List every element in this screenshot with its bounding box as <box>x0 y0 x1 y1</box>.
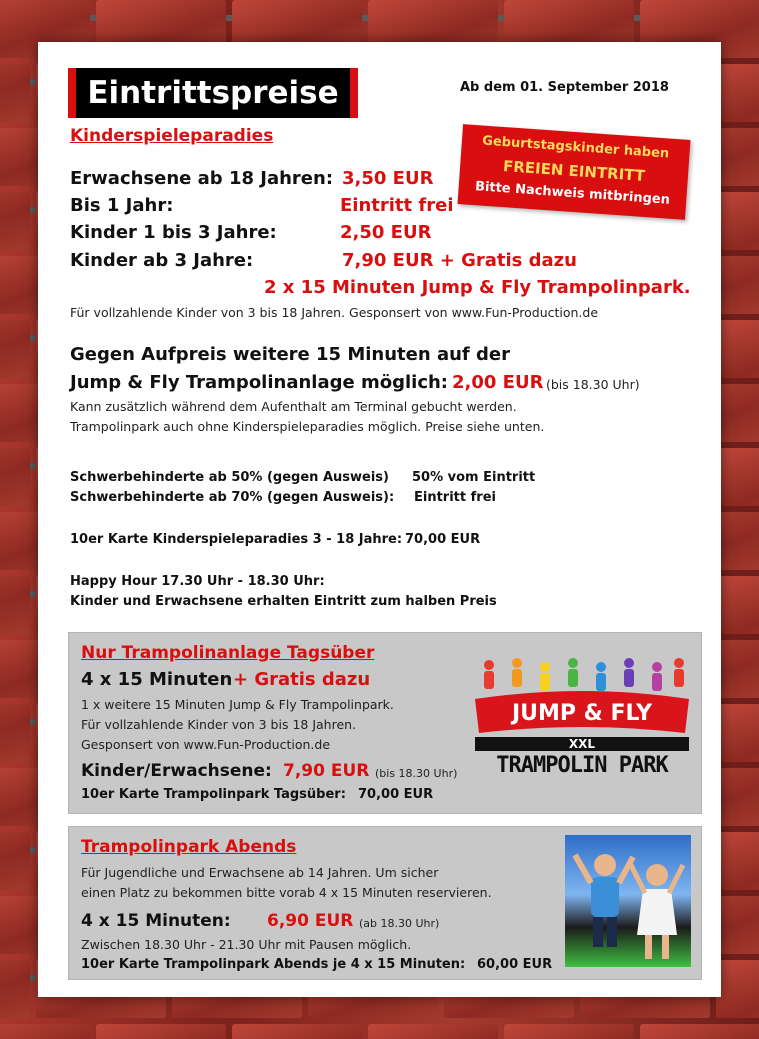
happy-hour-label: Happy Hour 17.30 Uhr - 18.30 Uhr: <box>70 574 325 589</box>
panel1-card-value: 70,00 EUR <box>358 787 434 802</box>
panel1-title: Nur Trampolinanlage Tagsüber <box>81 643 375 663</box>
happy-hour-text: Kinder und Erwachsene erhalten Eintritt zum halben Preis <box>70 594 497 609</box>
price-sheet <box>38 42 721 997</box>
panel1-price-label: Kinder/Erwachsene: <box>81 761 272 781</box>
panel-trampolin-tagsueber <box>68 632 702 814</box>
birthday-badge <box>457 124 690 220</box>
panel2-title: Trampolinpark Abends <box>81 837 297 857</box>
price-label-kinder-1-3: Kinder 1 bis 3 Jahre: <box>70 222 277 243</box>
price-value-kinder-1-3: 2,50 EUR <box>340 222 432 243</box>
price-value-erwachsene: 3,50 EUR <box>342 168 434 189</box>
panel1-line2: Für vollzahlende Kinder von 3 bis 18 Jahren. <box>81 717 357 732</box>
logo-line3: TRAMPOLIN PARK <box>496 753 668 778</box>
trampoline-jumpers-photo <box>565 835 691 967</box>
birthday-badge-line2: FREIEN EINTRITT <box>502 157 646 185</box>
valid-from-date: Ab dem 01. September 2018 <box>460 80 669 95</box>
panel2-price: 6,90 EUR <box>267 911 354 931</box>
panel1-price: 7,90 EUR <box>283 761 370 781</box>
aufpreis-note2: Trampolinpark auch ohne Kinderspieleparadies möglich. Preise siehe unten. <box>70 419 545 434</box>
birthday-badge-line3: Bitte Nachweis mitbringen <box>474 179 671 208</box>
panel2-card-value: 60,00 EUR <box>477 957 553 972</box>
schwer-70-label: Schwerbehinderte ab 70% (gegen Ausweis): <box>70 490 395 505</box>
aufpreis-price-note: (bis 18.30 Uhr) <box>546 377 640 392</box>
panel1-headline: 4 x 15 Minuten <box>81 669 233 690</box>
panel-trampolin-abends <box>68 826 702 980</box>
aufpreis-note1: Kann zusätzlich während dem Aufenthalt am Terminal gebucht werden. <box>70 399 517 414</box>
panel1-headline-red: + Gratis dazu <box>233 669 371 690</box>
page-title: Eintrittspreise <box>68 68 358 118</box>
panel1-price-note: (bis 18.30 Uhr) <box>375 767 458 780</box>
zehner-value: 70,00 EUR <box>405 532 481 547</box>
jumping-figures-icon <box>484 658 684 691</box>
kinder-note: Für vollzahlende Kinder von 3 bis 18 Jahren. Gesponsert von www.Fun-Production.de <box>70 305 599 320</box>
panel1-line3: Gesponsert von www.Fun-Production.de <box>81 737 331 752</box>
logo-line2: XXL <box>568 737 596 751</box>
logo-line1: JUMP & FLY <box>511 701 653 726</box>
schwer-50-label: Schwerbehinderte ab 50% (gegen Ausweis) <box>70 470 389 485</box>
panel1-card-label: 10er Karte Trampolinpark Tagsüber: <box>81 787 346 802</box>
schwer-50-value: 50% vom Eintritt <box>412 470 536 485</box>
jump-and-fly-logo <box>471 653 693 787</box>
aufpreis-line2: Jump & Fly Trampolinanlage möglich: <box>70 372 448 393</box>
zehner-label: 10er Karte Kinderspieleparadies 3 - 18 Jahre: <box>70 532 403 547</box>
panel2-line2: einen Platz zu bekommen bitte vorab 4 x 15 Minuten reservieren. <box>81 885 492 900</box>
price-value-kinder-ab-3: 7,90 EUR + Gratis dazu <box>342 250 577 271</box>
panel2-price-note: (ab 18.30 Uhr) <box>359 917 440 930</box>
birthday-badge-line1: Geburtstagskinder haben <box>481 133 670 162</box>
schwer-70-value: Eintritt frei <box>414 490 496 505</box>
panel2-card-label: 10er Karte Trampolinpark Abends je 4 x 15 Minuten: <box>81 957 466 972</box>
price-value-bis-1-jahr: Eintritt frei <box>340 195 454 216</box>
aufpreis-price: 2,00 EUR <box>452 372 544 393</box>
aufpreis-line1: Gegen Aufpreis weitere 15 Minuten auf der <box>70 344 510 365</box>
jumpers-photo-graphic <box>565 835 691 967</box>
section-title-kinderspieleparadies: Kinderspieleparadies <box>70 126 274 146</box>
panel2-line3: Zwischen 18.30 Uhr - 21.30 Uhr mit Pausen möglich. <box>81 937 412 952</box>
price-label-bis-1-jahr: Bis 1 Jahr: <box>70 195 174 216</box>
panel2-price-label: 4 x 15 Minuten: <box>81 911 231 931</box>
panel1-line1: 1 x weitere 15 Minuten Jump & Fly Trampolinpark. <box>81 697 394 712</box>
kinder-bonus: 2 x 15 Minuten Jump & Fly Trampolinpark. <box>264 277 691 298</box>
price-label-erwachsene: Erwachsene ab 18 Jahren: <box>70 168 334 189</box>
panel2-line1: Für Jugendliche und Erwachsene ab 14 Jahren. Um sicher <box>81 865 439 880</box>
price-label-kinder-ab-3: Kinder ab 3 Jahre: <box>70 250 254 271</box>
